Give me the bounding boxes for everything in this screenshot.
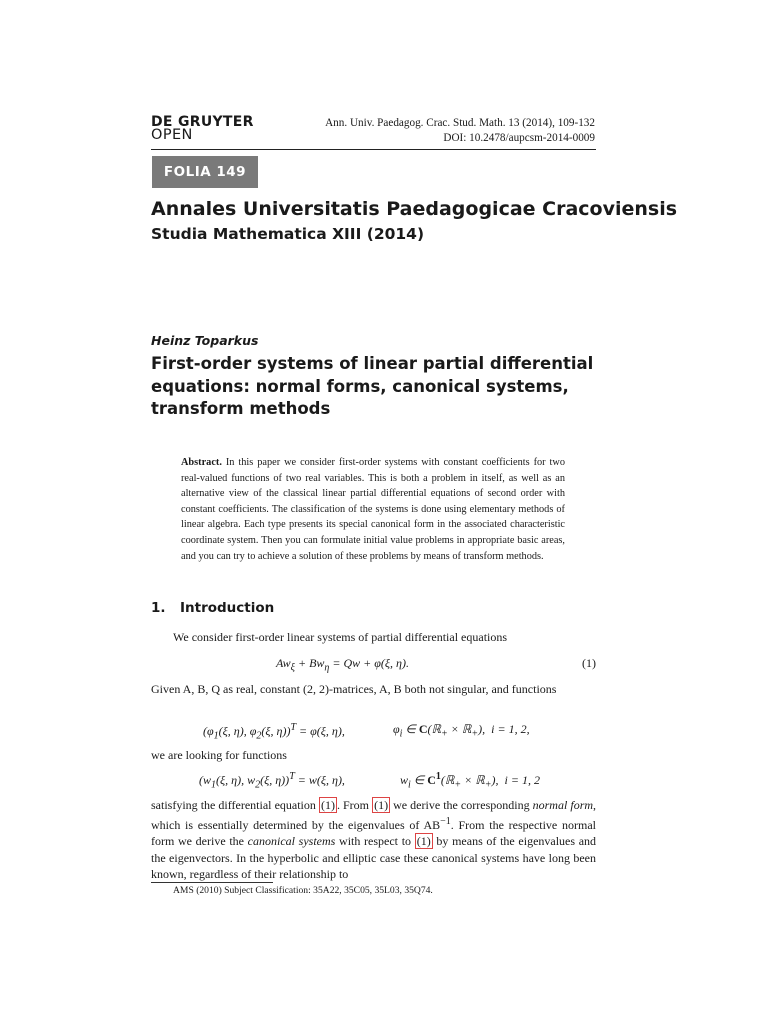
equation-phi: ($\varphi_1(\xi$, η), $\varphi_2(\xi$, η))$^T$ = φ(ξ, η), <box>203 722 345 742</box>
abstract <box>181 455 565 564</box>
text-run: . From the respective normal form we derive the <box>151 817 596 848</box>
title-line: transform methods <box>151 399 331 418</box>
abstract-text: In this paper we consider first-order systems with constant coefficients for two real-valued functions of two real variables. This is both a problem in itself, as well as an alternative view of the classical linear partial differential equations of second order with constant coefficients. The classification of the systems is done using elementary methods of linear algebra. Each type presents its special canonical form in the associated characteristic coordinate system. Then you can formulate initial value problems in appropriate basic areas, and you can try to achieve a solution of these problems by means of transform methods. <box>181 457 565 562</box>
text-run: we derive the corresponding <box>393 798 530 812</box>
text-run: satisfying the differential equation <box>151 798 316 812</box>
text-run: with respect to <box>339 834 412 848</box>
publisher-logo-line2: OPEN <box>151 127 193 143</box>
emphasis-canonical-systems: canonical systems <box>247 834 336 848</box>
journal-reference <box>325 116 595 146</box>
title-line: First-order systems of linear partial differential <box>151 354 594 373</box>
doi: DOI: 10.2478/aupcsm-2014-0009 <box>443 132 595 144</box>
equation-phi-condition: $\varphi_i$ ∈ C(ℝ$_+$ × ℝ$_+$), i = 1, 2, <box>393 722 530 740</box>
journal-name: Annales Universitatis Paedagogicae Cracoviensis <box>151 198 678 220</box>
text-run: , which is essentially determined by the eigenvalues of AB <box>151 798 597 832</box>
journal-series: Studia Mathematica XIII (2014) <box>151 225 425 243</box>
footnote-prefix: AMS (2010) Subject Classification: <box>173 885 311 896</box>
text-run: . From <box>336 798 370 812</box>
equation-w-condition: $w_i$ ∈ $C^1(ℝ_+$ × ℝ$_+$), i = 1, 2 <box>400 771 540 791</box>
publisher-logo-line1: DE GRUYTER <box>151 114 254 130</box>
emphasis-normal-form: normal form <box>532 798 594 812</box>
equation-w: ($w_1(\xi$, η), $w_2(\xi$, η))$^T$ = w(ξ, η), <box>199 771 345 791</box>
section-title: Introduction <box>180 600 275 616</box>
equation-ref-link[interactable]: (1) <box>320 798 335 812</box>
author-name: Heinz Toparkus <box>151 333 259 348</box>
abstract-label: Abstract. <box>181 457 222 468</box>
paragraph-given: Given A, B, Q as real, constant (2, 2)-matrices, A, B both not singular, and functions <box>151 682 557 696</box>
article-title <box>151 353 596 421</box>
section-number: 1. <box>151 600 166 616</box>
header-rule <box>151 149 596 150</box>
paragraph-intro: We consider first-order linear systems of partial differential equations <box>173 630 508 644</box>
folia-badge: FOLIA 149 <box>152 156 258 188</box>
footnote-codes: 35A22, 35C05, 35L03, 35Q74. <box>313 885 433 896</box>
footnote <box>173 885 433 896</box>
equation-ref-link[interactable]: (1) <box>374 798 389 812</box>
equation-ref-link[interactable]: (1) <box>416 834 431 848</box>
paragraph-main: satisfying the differential equation (1) . From (1) we derive the corresponding normal form, which is essentially determined by the eigenvalues of $AB^{-1}$. From the respective normal form we derive the canonical systems with respect to (1) by means of the eigenvalues and the eigenvectors. In the hyperbolic and elliptic case these canonical systems have long been known, regardless of their relationship to <box>151 798 597 881</box>
footnote-rule <box>151 882 273 883</box>
section-heading <box>151 600 274 616</box>
equation-1: $Aw_\xi + Bw_\eta = Qw + \varphi(\xi$, η). <box>276 656 409 674</box>
journal-citation: Ann. Univ. Paedagog. Crac. Stud. Math. 13 (2014), 109-132 <box>325 117 595 129</box>
text-run: by means of the eigenvalues and the eigenvectors. In the hyperbolic and elliptic case these canonical systems have long been known, regardless of their relationship to <box>151 834 597 881</box>
equation-1-number: (1) <box>582 656 596 670</box>
title-line: equations: normal forms, canonical systems, <box>151 376 569 396</box>
paragraph-looking: we are looking for functions <box>151 748 287 762</box>
